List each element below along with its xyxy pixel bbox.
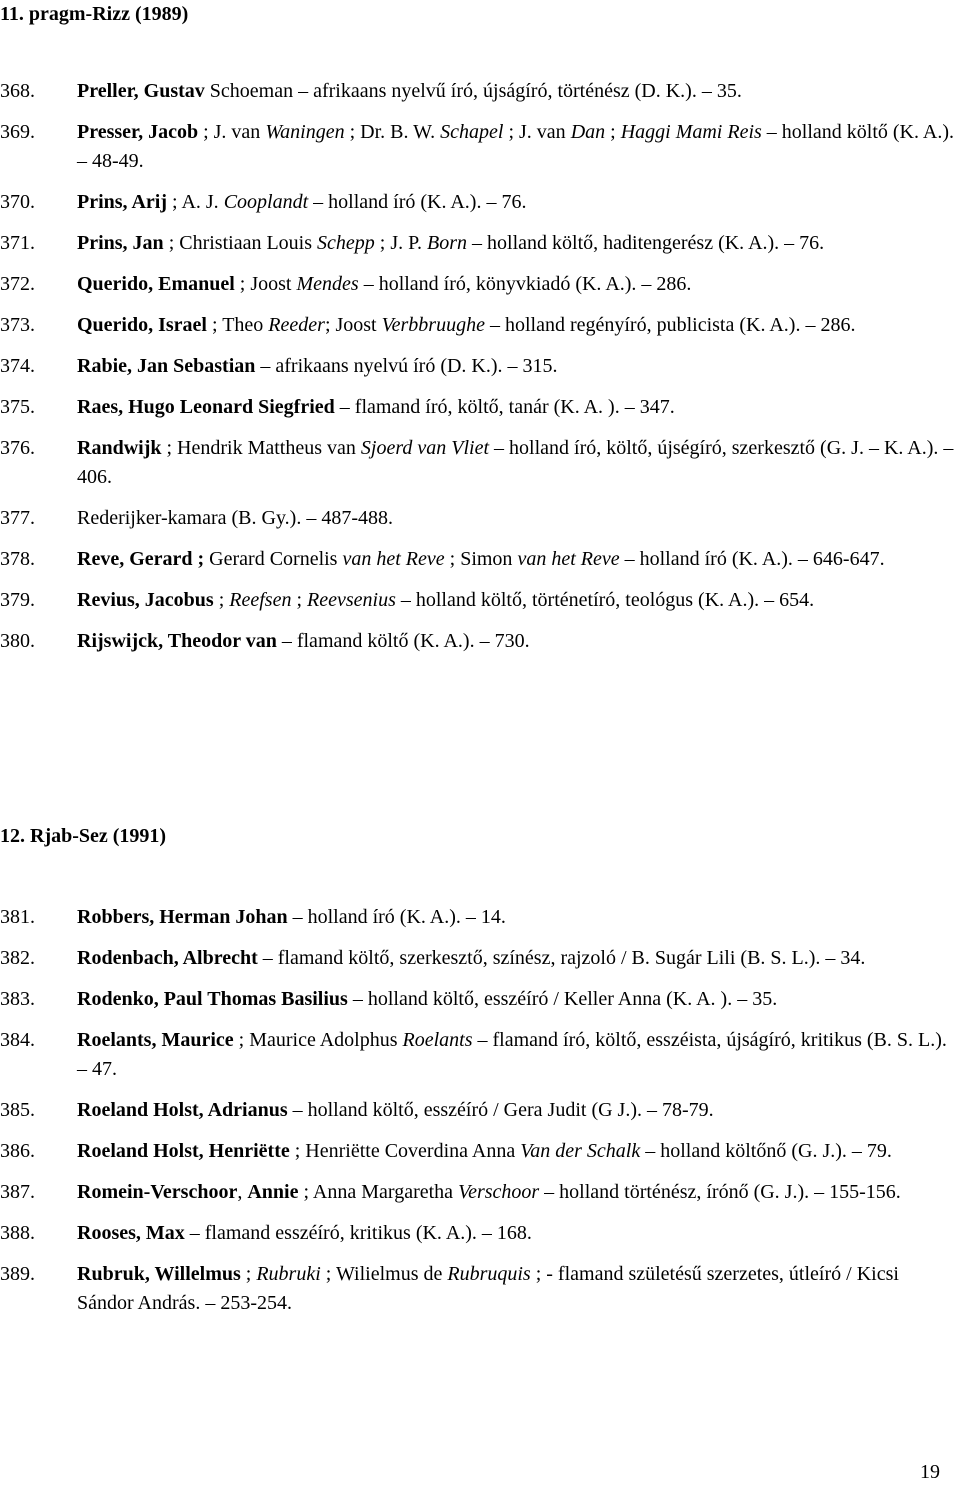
entry-list-12 — [0, 903, 960, 1330]
entry-description: – holland író, könyvkiadó (K. A.). – 286. — [358, 273, 692, 295]
entry-371 — [0, 229, 960, 258]
entry-number: 383. — [0, 988, 35, 1010]
entry-387 — [0, 1178, 960, 1207]
entry-name: Roeland Holst, Henriëtte — [77, 1140, 290, 1162]
entry-text — [77, 352, 959, 381]
entry-description: ; J. van — [198, 121, 266, 143]
entry-name: Rubruk, Willelmus — [77, 1263, 241, 1285]
entry-382 — [0, 944, 960, 973]
entry-alias: Verschoor — [458, 1181, 540, 1203]
entry-description: – holland költő, történetíró, teológus (K. A.). – 654. — [395, 589, 815, 611]
entry-alias: Rubruki — [256, 1263, 321, 1285]
entry-description: ; Hendrik Mattheus van — [161, 437, 361, 459]
entry-alias: van het Reve — [342, 548, 445, 570]
entry-text — [77, 1096, 959, 1125]
entry-name: Rooses, Max — [77, 1222, 185, 1244]
entry-text — [77, 118, 959, 176]
entry-description: – holland író (K. A.). – 76. — [308, 191, 527, 213]
entry-number: 368. — [0, 80, 35, 102]
entry-378 — [0, 545, 960, 574]
entry-number: 371. — [0, 232, 35, 254]
entry-number: 372. — [0, 273, 35, 295]
entry-383 — [0, 985, 960, 1014]
entry-alias: van het Reve — [517, 548, 620, 570]
entry-description: ; — [213, 589, 230, 611]
entry-368 — [0, 77, 960, 106]
entry-text — [77, 545, 959, 574]
entry-description: – flamand költő (K. A.). – 730. — [276, 630, 530, 652]
entry-number: 378. — [0, 548, 35, 570]
entry-name: Rabie, Jan Sebastian — [77, 355, 256, 377]
entry-text — [77, 229, 959, 258]
entry-alias: Haggi Mami Reis — [620, 121, 762, 143]
entry-description: ; — [291, 589, 308, 611]
entry-description: ; J. van — [503, 121, 571, 143]
entry-name: Querido, Israel — [77, 314, 207, 336]
entry-number: 373. — [0, 314, 35, 336]
entry-description: Gerard Cornelis — [204, 548, 343, 570]
entry-text — [77, 985, 959, 1014]
entry-number: 382. — [0, 947, 35, 969]
entry-text — [77, 1219, 959, 1248]
entry-number: 369. — [0, 121, 35, 143]
entry-description: ; Joost — [324, 314, 382, 336]
entry-name: Romein-Verschoor — [77, 1181, 238, 1203]
entry-388 — [0, 1219, 960, 1248]
entry-text — [77, 586, 959, 615]
entry-376 — [0, 434, 960, 492]
entry-description: ; A. J. — [167, 191, 224, 213]
entry-description: – flamand költő, szerkesztő, színész, rajzoló / B. Sugár Lili (B. S. L.). – 34. — [257, 947, 866, 969]
entry-380 — [0, 627, 960, 656]
entry-name: Roelants, Maurice — [77, 1029, 234, 1051]
entry-description: ; — [605, 121, 621, 143]
entry-alias: Cooplandt — [223, 191, 309, 213]
entry-description: ; Dr. B. W. — [344, 121, 441, 143]
entry-description: – holland költőnő (G. J.). – 79. — [640, 1140, 892, 1162]
entry-alias: Schepp — [317, 232, 375, 254]
entry-description: ; Joost — [234, 273, 297, 295]
entry-name: Annie — [247, 1181, 299, 1203]
entry-text — [77, 627, 959, 656]
entry-description: Schoeman – afrikaans nyelvű író, újságíró, történész (D. K.). – 35. — [204, 80, 742, 102]
entry-alias: Schapel — [440, 121, 504, 143]
entry-text — [77, 77, 959, 106]
entry-description: – holland író (K. A.). – 14. — [287, 906, 506, 928]
entry-description: – holland író, költő, újségíró, szerkesztő (G. J. – K. A.). – 406. — [77, 437, 954, 488]
entry-alias: Rubruquis — [447, 1263, 531, 1285]
entry-name: Presser, Jacob — [77, 121, 199, 143]
entry-name: Revius, Jacobus — [77, 589, 214, 611]
entry-description: ; Maurice Adolphus — [233, 1029, 403, 1051]
entry-name: Prins, Arij — [77, 191, 167, 213]
entry-alias: Reevsenius — [307, 589, 396, 611]
entry-number: 389. — [0, 1263, 35, 1285]
entry-description: ; Simon — [444, 548, 518, 570]
entry-385 — [0, 1096, 960, 1125]
entry-number: 386. — [0, 1140, 35, 1162]
entry-number: 384. — [0, 1029, 35, 1051]
entry-389 — [0, 1260, 960, 1318]
entry-number: 387. — [0, 1181, 35, 1203]
entry-name: Preller, Gustav — [77, 80, 205, 102]
entry-description: ; — [240, 1263, 257, 1285]
entry-number: 379. — [0, 589, 35, 611]
entry-name: Robbers, Herman Johan — [77, 906, 288, 928]
entry-381 — [0, 903, 960, 932]
entry-text — [77, 270, 959, 299]
entry-text — [77, 393, 959, 422]
entry-alias: Waningen — [265, 121, 345, 143]
entry-number: 375. — [0, 396, 35, 418]
entry-379 — [0, 586, 960, 615]
entry-372 — [0, 270, 960, 299]
entry-name: Randwijk — [77, 437, 162, 459]
entry-text — [77, 944, 959, 973]
entry-text — [77, 1026, 959, 1084]
entry-name: Prins, Jan — [77, 232, 164, 254]
entry-text — [77, 188, 959, 217]
entry-list-11 — [0, 77, 960, 668]
entry-name: Rijswijck, Theodor van — [77, 630, 277, 652]
entry-number: 374. — [0, 355, 35, 377]
entry-description: – flamand író, költő, esszéista, újságíró, kritikus (B. S. L.). – 47. — [77, 1029, 947, 1080]
entry-description: ; J. P. — [374, 232, 428, 254]
entry-375 — [0, 393, 960, 422]
entry-alias: Sjoerd van Vliet — [360, 437, 490, 459]
entry-name: Querido, Emanuel — [77, 273, 235, 295]
entry-alias: Born — [427, 232, 468, 254]
entry-374 — [0, 352, 960, 381]
entry-370 — [0, 188, 960, 217]
entry-text — [77, 1137, 959, 1166]
section-title-12: 12. Rjab-Sez (1991) — [0, 825, 167, 847]
entry-description: , — [237, 1181, 248, 1203]
entry-alias: Mendes — [296, 273, 359, 295]
entry-name: Roeland Holst, Adrianus — [77, 1099, 288, 1121]
entry-name: Rodenko, Paul Thomas Basilius — [77, 988, 348, 1010]
entry-description: – flamand író, költő, tanár (K. A. ). – 347. — [334, 396, 675, 418]
entry-description: – flamand esszéíró, kritikus (K. A.). – 168. — [184, 1222, 532, 1244]
entry-386 — [0, 1137, 960, 1166]
entry-text — [77, 311, 959, 340]
entry-description: – holland költő, haditengerész (K. A.). – 76. — [467, 232, 825, 254]
entry-384 — [0, 1026, 960, 1084]
entry-alias: Roelants — [402, 1029, 473, 1051]
entry-alias: Dan — [570, 121, 606, 143]
entry-alias: Reefsen — [229, 589, 292, 611]
entry-number: 376. — [0, 437, 35, 459]
section-title-11: 11. pragm-Rizz (1989) — [0, 3, 189, 25]
entry-description: – afrikaans nyelvú író (D. K.). – 315. — [255, 355, 558, 377]
entry-text — [77, 903, 959, 932]
entry-description: – holland költő, esszéíró / Gera Judit (G J.). – 78-79. — [287, 1099, 714, 1121]
entry-number: 377. — [0, 507, 35, 529]
page-number: 19 — [920, 1461, 940, 1483]
entry-text — [77, 434, 959, 492]
entry-description: ; - flamand születésű szerzetes, útleíró / Kicsi Sándor András. – 253-254. — [77, 1263, 899, 1314]
entry-name: Rodenbach, Albrecht — [77, 947, 258, 969]
entry-description: – holland költő, esszéíró / Keller Anna (K. A. ). – 35. — [347, 988, 778, 1010]
entry-description: – holland költő (K. A.). – 48-49. — [77, 121, 955, 172]
entry-description: – holland történész, írónő (G. J.). – 155-156. — [539, 1181, 901, 1203]
entry-text — [77, 1260, 959, 1318]
entry-description: – holland regényíró, publicista (K. A.). – 286. — [484, 314, 856, 336]
entry-number: 370. — [0, 191, 35, 213]
entry-description: ; Theo — [207, 314, 269, 336]
entry-description: Rederijker-kamara (B. Gy.). – 487-488. — [77, 507, 393, 529]
entry-alias: Verbbruughe — [381, 314, 485, 336]
entry-number: 381. — [0, 906, 35, 928]
entry-number: 388. — [0, 1222, 35, 1244]
entry-number: 380. — [0, 630, 35, 652]
entry-name: Raes, Hugo Leonard Siegfried — [77, 396, 335, 418]
entry-369 — [0, 118, 960, 176]
entry-description: ; Christiaan Louis — [163, 232, 318, 254]
entry-description: ; Wilielmus de — [320, 1263, 448, 1285]
entry-number: 385. — [0, 1099, 35, 1121]
entry-name: Reve, Gerard ; — [77, 548, 205, 570]
entry-description: – holland író (K. A.). – 646-647. — [619, 548, 885, 570]
entry-373 — [0, 311, 960, 340]
entry-description: ; Anna Margaretha — [298, 1181, 459, 1203]
entry-alias: Van der Schalk — [520, 1140, 641, 1162]
entry-text — [77, 504, 959, 533]
entry-description: ; Henriëtte Coverdina Anna — [289, 1140, 521, 1162]
entry-alias: Reeder — [268, 314, 325, 336]
entry-text — [77, 1178, 959, 1207]
entry-377 — [0, 504, 960, 533]
